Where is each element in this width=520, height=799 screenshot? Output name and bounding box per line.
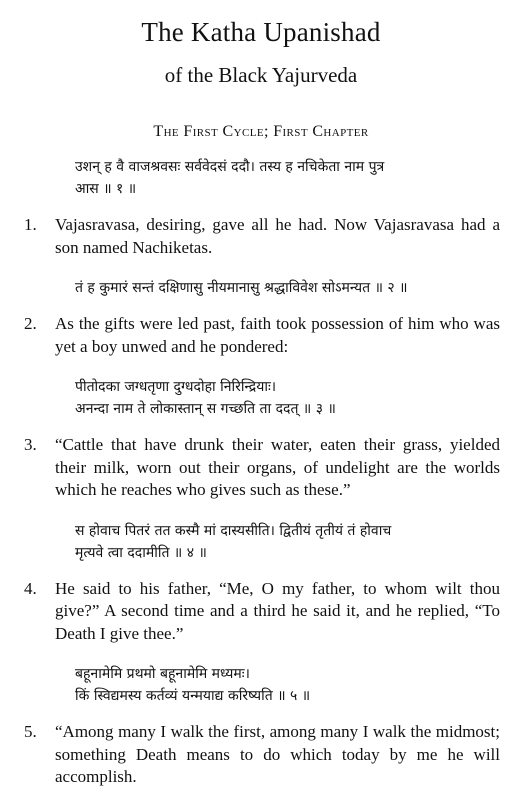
sanskrit-line: तं ह कुमारं सन्तं दक्षिणासु नीयमानासु श्रद्धाविवेश सोऽमन्यत ॥ २ ॥ [75, 280, 408, 296]
sanskrit-verse-4 [22, 520, 500, 564]
sanskrit-verse-3 [22, 376, 500, 420]
verse-text: Vajasravasa, desiring, gave all he had. Now Vajasravasa had a son named Nachiketas. [55, 215, 500, 257]
verse-text: He said to his father, “Me, O my father, to whom wilt thou give?” A second time and a third he said it, and he replied, “To Death I give thee.” [55, 578, 500, 643]
translation-verse-4 [22, 578, 500, 646]
verse-text: “Cattle that have drunk their water, eaten their grass, yielded their milk, worn out their organs, of undelight are the worlds which he reaches who gives such as these.” [55, 435, 500, 499]
sanskrit-line: पीतोदका जग्धतृणा दुग्धदोहा निरिन्द्रियाः। [75, 379, 277, 395]
chapter-heading: The First Cycle; First Chapter [153, 123, 369, 140]
sanskrit-verse-1 [22, 156, 500, 200]
page-subtitle: of the Black Yajurveda [164, 63, 358, 87]
sanskrit-line: आस ॥ १ ॥ [75, 181, 137, 197]
sanskrit-line: उशन् ह वै वाजश्रवसः सर्ववेदसं ददौ। तस्य ह नचिकेता नाम पुत्र [75, 159, 385, 175]
translation-verse-2 [22, 313, 500, 358]
verse-number: 4. [24, 578, 37, 598]
translation-verse-5 [22, 721, 500, 789]
sanskrit-line: अनन्दा नाम ते लोकास्तान् स गच्छति ता ददत् ॥ ३ ॥ [75, 401, 336, 417]
translation-verse-3 [22, 434, 500, 502]
translation-verse-1 [22, 214, 500, 259]
verse-number: 5. [24, 722, 37, 741]
verse-text: As the gifts were led past, faith took possession of him who was yet a boy unwed and he pondered: [55, 314, 500, 356]
verse-number: 3. [24, 435, 37, 454]
sanskrit-verse-5 [22, 663, 500, 707]
sanskrit-line: किं स्विद्यमस्य कर्तव्यं यन्मयाद्य करिष्यति ॥ ५ ॥ [75, 688, 311, 704]
verse-number: 1. [24, 215, 37, 234]
sanskrit-verse-2 [22, 277, 500, 299]
page-title: The Katha Upanishad [141, 17, 381, 47]
verse-text: “Among many I walk the first, among many I walk the midmost; something Death means to do which today by me he will accomplish. [55, 722, 500, 786]
sanskrit-line: बहूनामेमि प्रथमो बहूनामेमि मध्यमः। [75, 666, 250, 682]
sanskrit-line: स होवाच पितरं तत कस्मै मां दास्यसीति। द्वितीयं तृतीयं तं होवाच [75, 522, 392, 539]
sanskrit-line: मृत्यवे त्वा ददामीति ॥ ४ ॥ [75, 544, 207, 561]
verse-number: 2. [24, 314, 37, 333]
